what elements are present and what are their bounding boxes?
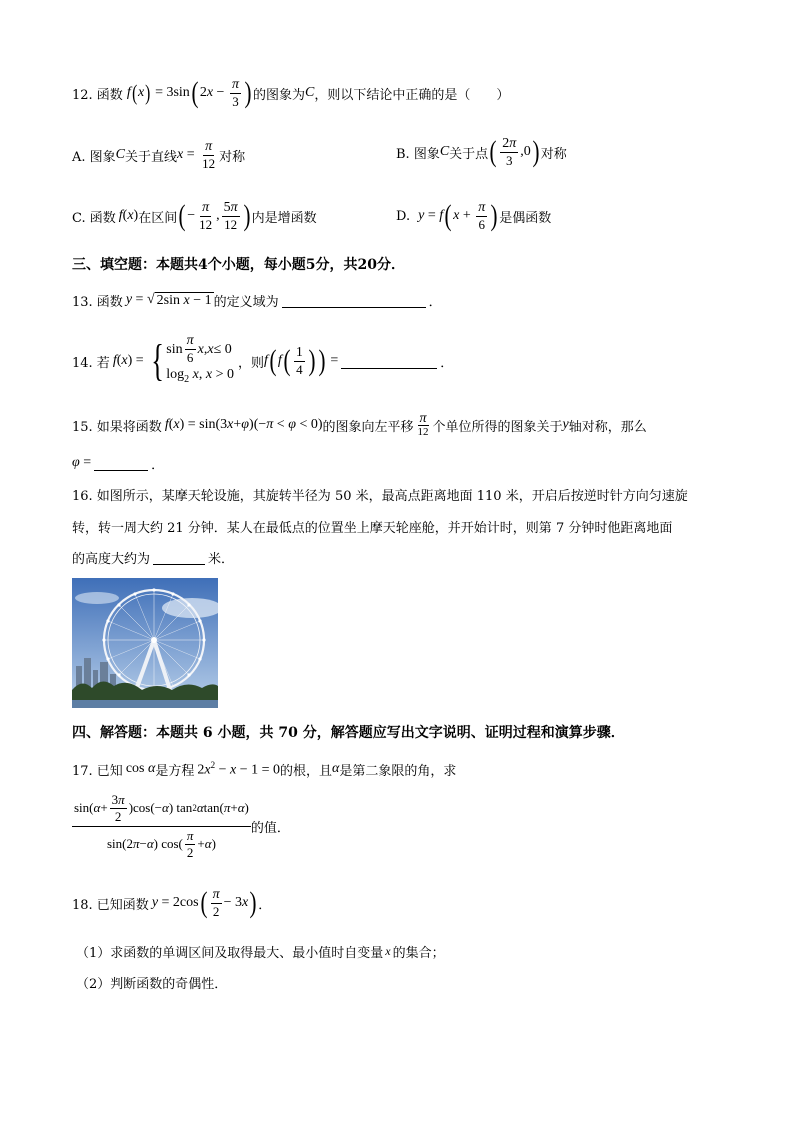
option-d-end: 是偶函数 — [499, 210, 552, 226]
q12-suffix: ，则以下结论中正确的是（ ） — [314, 87, 510, 103]
q17-prefix: 17. 已知 — [72, 763, 123, 779]
q13-answer-blank[interactable] — [282, 293, 426, 308]
q12-option-a: A. 图象 C 关于直线 x = $\frac{\pi}{12}$ 对称 — [72, 138, 246, 171]
option-b-mid: 关于点 — [449, 146, 489, 162]
q16-line3 — [72, 547, 234, 567]
q14-prefix: 14. 若 — [72, 355, 110, 371]
option-c-label: C. 函数 — [72, 210, 116, 226]
q15-end: ． — [151, 457, 165, 473]
option-a-end: 对称 — [219, 149, 246, 165]
section-4-title: 四、解答题：本题共 6 小题，共 70 分，解答题应写出文字说明、证明过程和演算步骤． — [72, 725, 625, 741]
option-c-end: 内是增函数 — [251, 210, 317, 226]
q16-answer-blank[interactable] — [153, 550, 205, 565]
section-3-title: 三、填空题：本题共4个小题，每小题5分，共20分． — [72, 257, 405, 273]
q16-line3-suffix: 米． — [208, 551, 235, 567]
q17-end: 的值． — [250, 820, 290, 836]
q15-suffix2: 轴对称，那么 — [568, 419, 647, 435]
q17-expression — [72, 792, 290, 860]
q16-line3-prefix: 的高度大约为 — [72, 551, 151, 567]
q18-prefix: 18. 已知函数 — [72, 897, 149, 913]
q12-option-b: B. 图象 C 关于点 ( $\frac{2\pi}{3}$ ,0 ) 对称 — [396, 135, 567, 168]
q15-line2: φ = ． — [72, 455, 165, 473]
q13: 13. 函数 y = √ 2sin x − 1 的定义域为 ． — [72, 291, 442, 310]
q14: 14. 若 f ( x ) = { sin $\frac{\pi}{6}$ x , x ≤ 0 $\log_2 x$, x > 0 ，则 f ( f ( $\frac{1}{4}$ ) ) = ． — [72, 330, 453, 392]
q14-mid: ，则 — [238, 355, 265, 371]
piecewise-cases: sin $\frac{\pi}{6}$ x , x ≤ 0 $\log_2 x$, x > 0 — [166, 333, 235, 385]
option-b-label: B. 图象 — [396, 146, 440, 162]
q18-part1 — [76, 941, 445, 961]
q15-suffix: 个单位所得的图象关于 — [432, 419, 563, 435]
q15-mid: 的图象向左平移 — [322, 419, 414, 435]
q17-suffix: 是第二象限的角，求 — [339, 763, 457, 779]
q12-option-d: D. y = f ( x + $\frac{\pi}{6}$ ) 是偶函数 — [396, 199, 552, 232]
q14-answer-blank[interactable] — [341, 354, 437, 369]
option-a-label: A. 图象 — [72, 149, 116, 165]
q17-mid2: 的根，且 — [280, 763, 333, 779]
graph-C: C — [439, 144, 450, 159]
q15-axis: y — [562, 417, 569, 432]
q17-stem: 17. 已知 cos α 是方程 $2x^2 - x - 1 = 0$ 的根，且 α 是第二象限的角，求 — [72, 759, 457, 779]
graph-C: C — [115, 147, 125, 162]
q18-part1-var: x — [385, 943, 391, 958]
q15-answer-blank[interactable] — [94, 456, 148, 471]
q17-mid: 是方程 — [155, 763, 195, 779]
option-b-end: 对称 — [540, 146, 567, 162]
q12-stem: 12. 函数 f ( x ) = 3sin ( 2 x − $\frac{\pi}{3}$ ) 的图象为 C ，则以下结论中正确的是（ ） — [72, 76, 510, 109]
q13-prefix: 13. 函数 — [72, 294, 123, 310]
option-d-label: D. — [396, 208, 411, 224]
q18-part1-text: （1）求函数的单调区间及取得最大、最小值时自变量 — [76, 945, 384, 961]
q12-option-c: C. 函数 f ( x ) 在区间 ( − $\frac{\pi}{12}$ , $\frac{5\pi}{12}$ ) 内是增函数 — [72, 199, 317, 232]
q18-end: ． — [258, 897, 272, 913]
q13-suffix: 的定义域为 — [213, 294, 279, 310]
graph-C: C — [304, 85, 315, 100]
q12-formula: f — [126, 85, 131, 100]
q12-mid: 的图象为 — [252, 87, 305, 103]
q13-end: ． — [428, 294, 442, 310]
q12-prefix: 12. 函数 — [72, 87, 123, 103]
q18-part1-end: 的集合； — [392, 945, 445, 961]
q18-part2: （2）判断函数的奇偶性． — [76, 976, 228, 992]
sqrt-expression: √ 2sin x − 1 — [146, 291, 212, 308]
q15: 15. 如果将函数 f ( x ) = sin(3x+φ)(−π < φ < 0) 的图象向左平移 $\frac{\pi}{12}$ 个单位所得的图象关于 y 轴对称，那么 — [72, 410, 647, 438]
option-c-mid: 在区间 — [138, 210, 178, 226]
q18-stem: 18. 已知函数 y = 2cos ( $\frac{\pi}{2}$ − 3x ) ． — [72, 886, 272, 919]
q16-line2: 转，转一周大约 21 分钟．某人在最低点的位置坐上摩天轮座舱，并开始计时，则第 7 分钟时他距离地面 — [72, 520, 673, 536]
ferris-wheel-photo — [72, 578, 218, 708]
q16-line1: 16. 如图所示，某摩天轮设施，其旋转半径为 50 米，最高点距离地面 110 米，开启后按逆时针方向匀速旋 — [72, 488, 688, 504]
q14-end: ． — [440, 355, 454, 371]
option-a-mid: 关于直线 — [125, 149, 178, 165]
big-fraction: sin( α + $\frac{3\pi}{2}$ )cos(− α ) tan 2 α tan( π + α ) sin(2 π − α ) cos( $\frac{\pi}{2}$ + α ) — [74, 791, 249, 860]
q15-prefix: 15. 如果将函数 — [72, 419, 162, 435]
